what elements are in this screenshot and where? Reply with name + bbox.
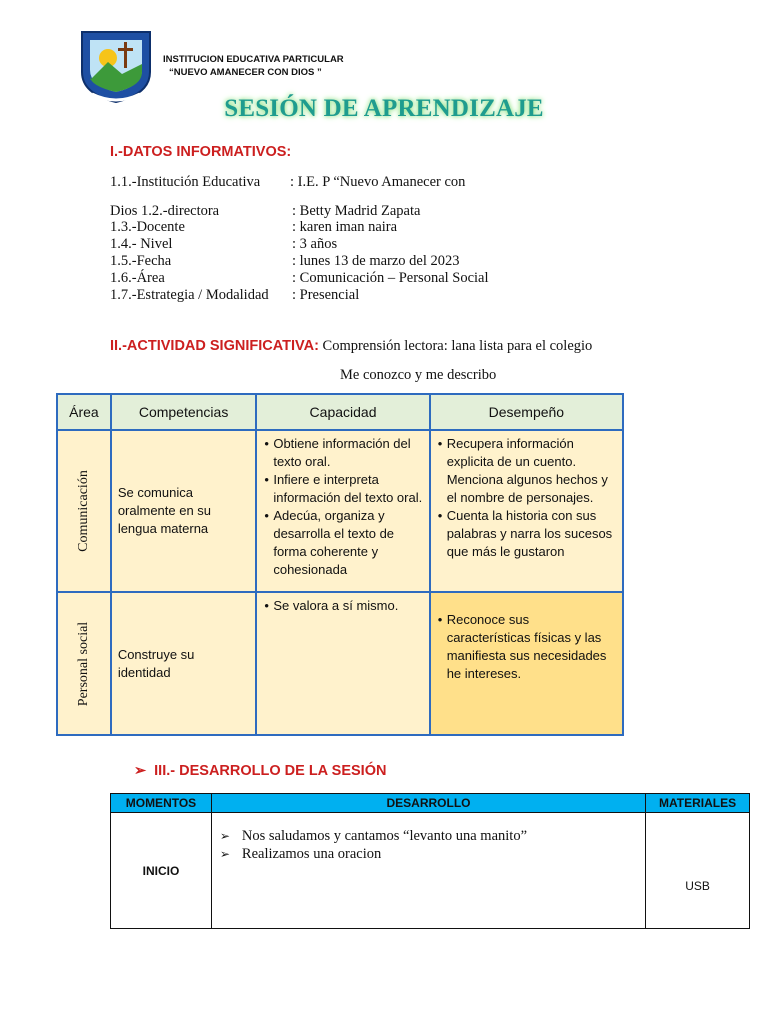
desempeno-item: • Recupera información explicita de un cuento. Menciona algunos hechos y el nombre de personajes. [447, 435, 616, 507]
area-cell [57, 592, 111, 735]
desarrollo-cell [211, 813, 645, 929]
desarrollo-heading [134, 763, 386, 779]
capacidad-item: • Infiere e interpreta información del texto oral. [273, 471, 422, 507]
header-desarrollo: DESARROLLO [211, 794, 645, 813]
area-label: Personal social [75, 621, 91, 706]
school-name [163, 53, 344, 79]
info-label-7: 1.7.-Estrategia / Modalidad [110, 287, 269, 303]
info-label-1: 1.1.-Institución Educativa [110, 174, 261, 190]
info-value-5: : lunes 13 de marzo del 2023 [292, 253, 460, 269]
info-value-6: : Comunicación – Personal Social [292, 270, 489, 286]
info-label-2: Dios 1.2.-directora [110, 203, 220, 219]
desarrollo-item: ➢ Realizamos una oracion [242, 845, 645, 863]
header-desempeno: Desempeño [430, 394, 623, 430]
table-header-row [111, 794, 750, 813]
capacidad-item: • Obtiene información del texto oral. [273, 435, 422, 471]
info-value-3: : karen iman naira [292, 219, 398, 235]
page-title: SESIÓN DE APRENDIZAJE [224, 95, 544, 122]
info-value-1: : I.E. P “Nuevo Amanecer con [290, 174, 466, 190]
competencia-cell [111, 430, 257, 592]
competencia-cell [111, 592, 257, 735]
header-capacidad: Capacidad [256, 394, 429, 430]
info-value-4: : 3 años [292, 236, 338, 252]
info-label-5: 1.5.-Fecha [110, 253, 172, 269]
arrow-bullet-icon: ➢ [134, 763, 147, 779]
table-row [57, 592, 623, 735]
header-area: Área [57, 394, 111, 430]
info-value-2: : Betty Madrid Zapata [292, 203, 421, 219]
materiales-cell: USB [646, 813, 750, 929]
desarrollo-table [110, 793, 750, 929]
capacidad-item: • Adecúa, organiza y desarrolla el texto de forma coherente y cohesionada [273, 507, 422, 579]
info-label-6: 1.6.-Área [110, 270, 165, 286]
school-crest-logo [78, 28, 154, 104]
header-materiales: MATERIALES [646, 794, 750, 813]
desarrollo-item: ➢ Nos saludamos y cantamos “levanto una manito” [242, 827, 645, 845]
info-value-7: : Presencial [292, 287, 360, 303]
actividad-text: Comprensión lectora: lana lista para el colegio [318, 338, 593, 354]
header-competencias: Competencias [111, 394, 257, 430]
info-label-4: 1.4.- Nivel [110, 236, 173, 252]
area-label: Comunicación [75, 470, 91, 552]
desempeno-cell [430, 592, 623, 735]
header-momentos: MOMENTOS [111, 794, 212, 813]
actividad-line [110, 338, 592, 355]
actividad-subtitle: Me conozco y me describo [340, 367, 497, 383]
desempeno-item: • Reconoce sus características físicas y las manifiesta sus necesidades he intereses. [447, 611, 616, 683]
school-line-2: “NUEVO AMANECER CON DIOS ” [169, 67, 322, 78]
competencias-table [56, 393, 624, 736]
actividad-heading: II.-ACTIVIDAD SIGNIFICATIVA: [110, 338, 319, 354]
competencia-text: Se comunica oralmente en su lengua materna [117, 485, 212, 536]
table-row [57, 430, 623, 592]
capacidad-cell [256, 430, 429, 592]
desarrollo-heading-text: III.- DESARROLLO DE LA SESIÓN [154, 763, 387, 779]
capacidad-cell [256, 592, 429, 735]
table-header-row [57, 394, 623, 430]
datos-heading: I.-DATOS INFORMATIVOS: [110, 144, 292, 160]
area-cell [57, 430, 111, 592]
desempeno-item: • Cuenta la historia con sus palabras y narra los sucesos que más le gustaron [447, 507, 616, 561]
desempeno-cell [430, 430, 623, 592]
school-line-1: INSTITUCION EDUCATIVA PARTICULAR [163, 54, 344, 65]
info-label-3: 1.3.-Docente [110, 219, 185, 235]
capacidad-item: • Se valora a sí mismo. [273, 597, 422, 615]
competencia-text: Construye su identidad [117, 646, 195, 680]
table-row [111, 813, 750, 929]
momento-cell: INICIO [111, 813, 212, 929]
